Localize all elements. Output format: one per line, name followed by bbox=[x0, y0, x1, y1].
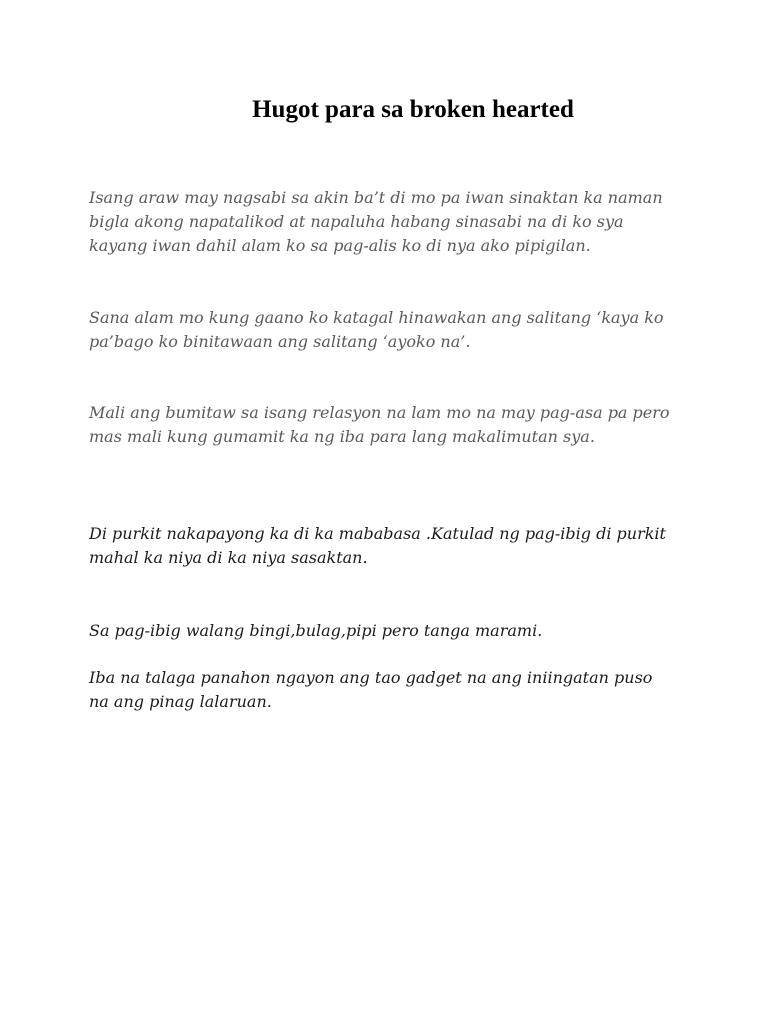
paragraph-line: bigla akong napatalikod at napaluha habang sinasabi na di ko sya bbox=[89, 212, 624, 231]
paragraph-line: Iba na talaga panahon ngayon ang tao gadget na ang iniingatan puso bbox=[89, 668, 653, 687]
paragraph-line: mahal ka niya di ka niya sasaktan. bbox=[89, 548, 368, 567]
paragraph-6 bbox=[89, 666, 689, 714]
paragraph-line: na ang pinag lalaruan. bbox=[89, 692, 272, 711]
paragraph-line: pa’bago ko binitawaan ang salitang ‘ayoko na’. bbox=[89, 332, 471, 351]
paragraph-line: mas mali kung gumamit ka ng iba para lang makalimutan sya. bbox=[89, 427, 595, 446]
paragraph-line: Sana alam mo kung gaano ko katagal hinawakan ang salitang ‘kaya ko bbox=[89, 308, 664, 327]
paragraph-5 bbox=[89, 619, 689, 643]
document-title: Hugot para sa broken hearted bbox=[252, 96, 574, 123]
paragraph-line: Sa pag-ibig walang bingi,bulag,pipi pero tanga marami. bbox=[89, 621, 543, 640]
paragraph-line: Di purkit nakapayong ka di ka mababasa .Katulad ng pag-ibig di purkit bbox=[89, 524, 666, 543]
paragraph-2 bbox=[89, 306, 689, 354]
paragraph-line: Isang araw may nagsabi sa akin ba’t di mo pa iwan sinaktan ka naman bbox=[89, 188, 663, 207]
paragraph-1 bbox=[89, 186, 689, 258]
paragraph-line: kayang iwan dahil alam ko sa pag-alis ko di nya ako pipigilan. bbox=[89, 236, 591, 255]
paragraph-4 bbox=[89, 522, 689, 570]
paragraph-3 bbox=[89, 401, 689, 449]
paragraph-line: Mali ang bumitaw sa isang relasyon na lam mo na may pag-asa pa pero bbox=[89, 403, 670, 422]
